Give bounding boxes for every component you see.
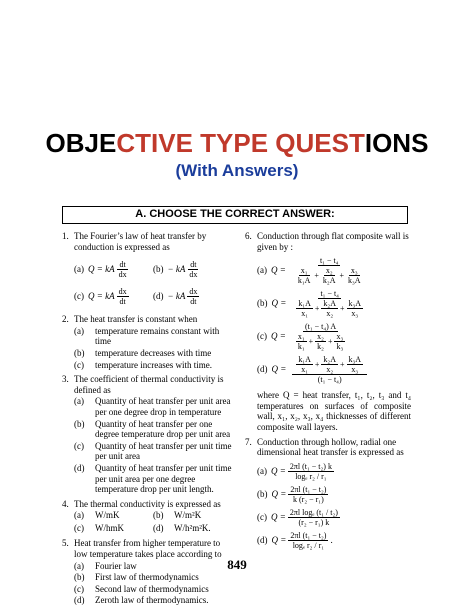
question-7: 7. Conduction through hollow, radial one dimensional heat transfer is expressed as (a) Q = $\frac{\text{2πl (t₁ − t₂) k}}{\text{logₑ r₂ / r₁}}$ (b) Q = $\frac{\text{2πl (t₁ − t₂)}}{\text{k (r₂ − r₁)}}$ (c) Q = $\frac{\text{2πl logₑ (t₁ / t₂)}}{\text{(r₂ − r₁) k}}$ (d) Q = $\frac{\text{2πl (t₁ − t₂)}}{\text{logₑ r₂ / r₁}}$ .: [245, 437, 411, 550]
question-6-note: where Q = heat transfer, t₁, t₂, t₃ and t₄ temperatures on surfaces of composite wall, x₁, x₂, x₃, x₄ thicknesses of different composite wall layers.: [257, 390, 411, 432]
option-7a: (a) Q = $\frac{\text{2πl (t₁ − t₂) k}}{\text{logₑ r₂ / r₁}}$: [257, 461, 332, 481]
option-7d: (d) Q = $\frac{\text{2πl (t₁ − t₂)}}{\text{logₑ r₂ / r₁}}$ .: [257, 530, 333, 550]
option-3b: (b) Quantity of heat transfer per one degree temperature drop per unit area: [74, 418, 231, 440]
option-6b: (b) Q = t₁ − t₄ $\frac{\text{k₁A}}{\text{x₁}}$ + $\frac{\text{k₂A}}{\text{x₂}}$ + $\frac{\text{k₃A}}{\text{x₃}}$: [257, 289, 362, 319]
right-column: [245, 231, 411, 554]
option-7c: (c) Q = $\frac{\text{2πl logₑ (t₁ / t₂)}}{\text{(r₂ − r₁) k}}$: [257, 507, 338, 527]
option-1d: (d) − kA $\frac{dx}{dt}$: [153, 287, 198, 307]
option-5a: (a) Fourier law: [74, 560, 137, 571]
option-2b: (b) temperature decreases with time: [74, 347, 212, 358]
option-4c: (c) W/hmK: [74, 522, 124, 533]
option-4d: (d) W/h²m²K.: [153, 522, 211, 533]
page-number: 849: [227, 557, 247, 572]
option-2a: (a) temperature remains constant with time: [74, 325, 220, 347]
question-5: 5. Heat transfer from higher temperature to low temperature takes place according to (a) Fourier law (b) First law of thermodynamics (c) Second law of thermodynamics (d) Zeroth law of thermodynamics.: [62, 538, 232, 606]
option-3a: (a) Quantity of heat transfer per unit area per one degree drop in temperature: [74, 396, 231, 417]
question-4: 4. The thermal conductivity is expressed as (a) W/mK (b) W/m²K (c) W/hmK (d) W/h²m²K.: [62, 499, 232, 535]
left-column: [62, 231, 232, 610]
option-2c: (c) temperature increases with time.: [74, 359, 212, 370]
option-4a: (a) W/mK: [74, 510, 120, 521]
page-title: OBJECTIVE TYPE QUESTIONS: [45, 128, 429, 158]
option-6a: (a) Q = t₁ − t₄ $\frac{\text{x₁}}{\text{k₁A}}$ + $\frac{\text{x₂}}{\text{k₂A}}$ + $\frac{\text{x₃}}{\text{k₃A}}$: [257, 256, 361, 286]
option-6c: (c) Q = (t₁ − t₄) A $\frac{\text{x₁}}{\text{k₁}}$ + $\frac{\text{x₂}}{\text{k₂}}$ + $\frac{\text{x₃}}{\text{k₃}}$: [257, 322, 344, 352]
question-2: 2. The heat transfer is constant when (a) temperature remains constant with time (b) temperature decreases with time (c) temperature increases with time.: [62, 314, 232, 370]
question-3: 3. The coefficient of thermal conductivity is defined as (a) Quantity of heat transfer per unit area per one degree drop in temperature (b) Quantity of heat transfer per one degree temperature drop per unit area (c) Quantity of heat transfer per unit time per unit area (d) Quantity of heat transfer per unit time per unit area per one degree temperature drop per unit length.: [62, 374, 232, 495]
page-subtitle: (With Answers): [175, 161, 299, 180]
option-1a: (a) Q = kA $\frac{dt}{dx}$: [74, 260, 127, 280]
question-1: 1. The Fourier’s law of heat transfer by conduction is expressed as (a) Q = kA $\frac{dt}{dx}$ (b) − kA $\frac{dt}{dx}$ (c) Q = kA $\frac{dx}{dt}$ (d) − kA $\frac{dx}{dt}$: [62, 231, 232, 310]
option-3d: (d) Quantity of heat transfer per unit time per unit area per one degree temperature drop per unit length.: [74, 462, 232, 495]
option-5c: (c) Second law of thermodynamics: [74, 583, 209, 594]
option-5b: (b) First law of thermodynamics: [74, 572, 199, 583]
option-1b: (b) − kA $\frac{dt}{dx}$: [153, 260, 198, 280]
question-6: 6. Conduction through flat composite wall is given by : (a) Q = t₁ − t₄ $\frac{\text{x₁}}{\text{k₁A}}$ + $\frac{\text{x₂}}{\text{k₂A}}$ + $\frac{\text{x₃}}{\text{k₃A}}$ (b) Q = t₁ − t₄ $\frac{\text{k₁A}}{\text{x₁}}$ + $\frac{\text{k₂A}}{\text{x₂}}$ + $\frac{\text{k₃A}}{\text{x₃}}$ (c) Q = (t₁ − t₄) A $\frac{\text{x₁}}{\text{k₁}}$ + $\frac{\text{x₂}}{\text{k₂}}$ + $\frac{\text{x₃}}{\text{k₃}}$ (d) Q = $\frac{\text{k₁A}}{\text{x₁}}$ + $\frac{\text{k₂A}}{\text{x₂}}$ + $\frac{\text{k₃A}}{\text{x₃}}$ (t₁ − t₄) where Q = heat transfer, t₁, t₂, t₃ and t₄ temperatures on surfaces of composite wall, x₁, x₂, x₃, x₄ thicknesses of different composite wall layers.: [245, 231, 411, 432]
option-7b: (b) Q = $\frac{\text{2πl (t₁ − t₂)}}{\text{k (r₂ − r₁)}}$: [257, 484, 327, 504]
option-3c: (c) Quantity of heat transfer per unit time per unit area: [74, 440, 232, 462]
option-6d: (d) Q = $\frac{\text{k₁A}}{\text{x₁}}$ + $\frac{\text{k₂A}}{\text{x₂}}$ + $\frac{\text{k₃A}}{\text{x₃}}$ (t₁ − t₄): [257, 355, 411, 384]
option-5d: (d) Zeroth law of thermodynamics.: [74, 595, 209, 606]
section-banner: A. CHOOSE THE CORRECT ANSWER:: [62, 206, 408, 224]
option-4b: (b) W/m²K: [153, 510, 202, 521]
option-1c: (c) Q = kA $\frac{dx}{dt}$: [74, 287, 127, 307]
